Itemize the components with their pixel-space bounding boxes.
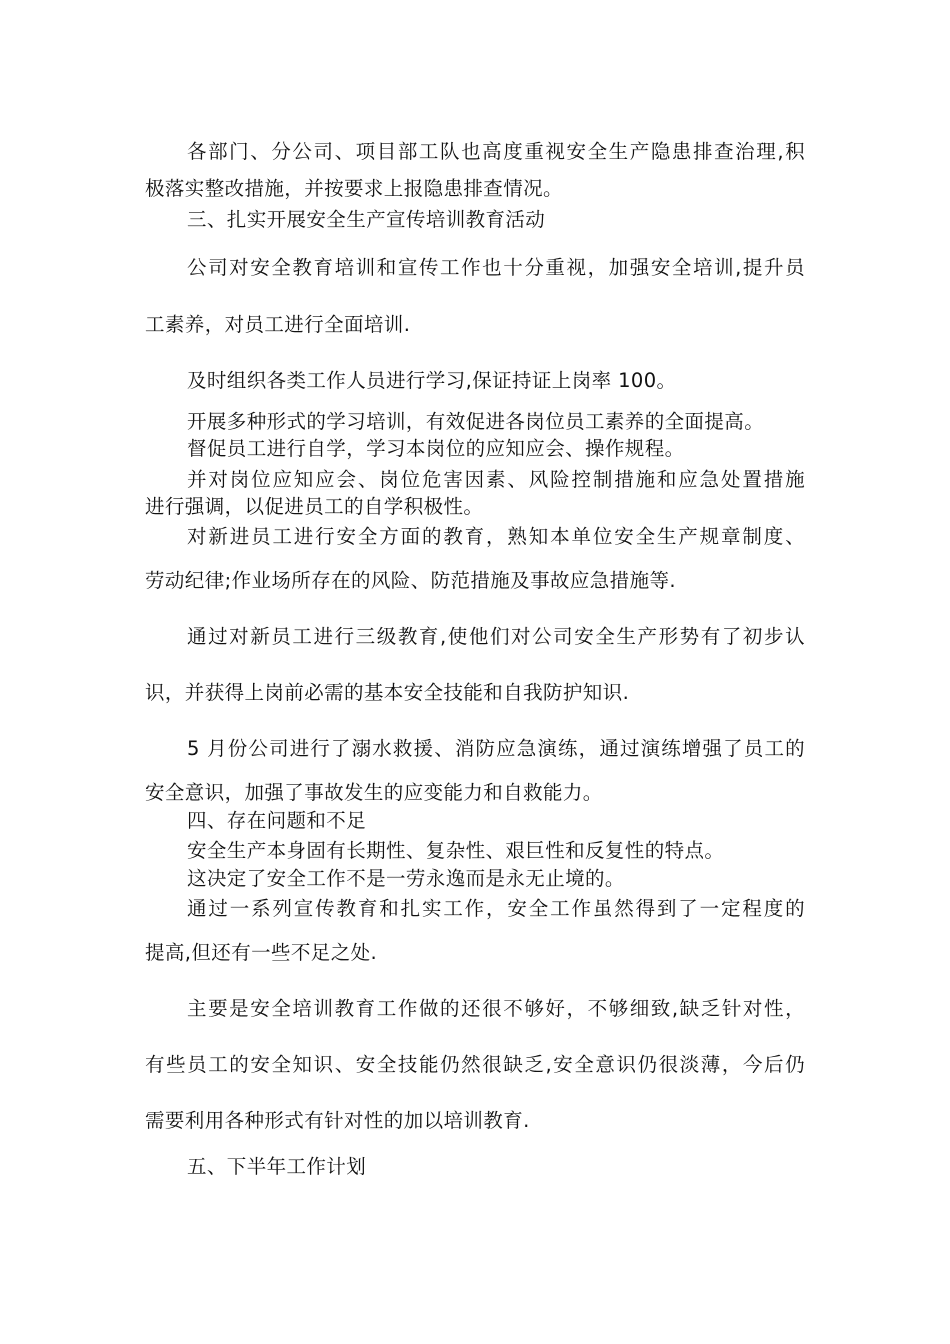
section-heading: 四、存在问题和不足 [187, 809, 367, 832]
text-line: 识，并获得上岗前必需的基本安全技能和自我防护知识. [145, 681, 630, 704]
text-line: 极落实整改措施，并按要求上报隐患排查情况。 [145, 177, 563, 200]
text-line: 这决定了安全工作不是一劳永逸而是永无止境的。 [187, 867, 625, 890]
text-line: 督促员工进行自学，学习本岗位的应知应会、操作规程。 [187, 437, 685, 460]
text-line: 并对岗位应知应会、岗位危害因素、风险控制措施和应急处置措施 [187, 468, 805, 491]
text-line: 进行强调，以促进员工的自学积极性。 [145, 495, 484, 518]
text-line: 提高,但还有一些不足之处. [145, 941, 378, 964]
text-line: 主要是安全培训教育工作做的还很不够好，不够细致,缺乏针对性， [187, 997, 805, 1020]
text-line: 通过一系列宣传教育和扎实工作，安全工作虽然得到了一定程度的 [187, 897, 805, 920]
text-line: 通过对新员工进行三级教育,使他们对公司安全生产形势有了初步认 [187, 625, 805, 648]
text-line: 安全生产本身固有长期性、复杂性、艰巨性和反复性的特点。 [187, 839, 725, 862]
text-line: 及时组织各类工作人员进行学习,保证持证上岗率 100。 [187, 369, 677, 392]
text-line: 开展多种形式的学习培训，有效促进各岗位员工素养的全面提高。 [187, 410, 765, 433]
text-line: 安全意识，加强了事故发生的应变能力和自救能力。 [145, 781, 603, 804]
text-line: 有些员工的安全知识、安全技能仍然很缺乏,安全意识仍很淡薄，今后仍 [145, 1053, 805, 1076]
text-line: 各部门、分公司、项目部工队也高度重视安全生产隐患排查治理,积 [187, 140, 805, 163]
text-line: 对新进员工进行安全方面的教育，熟知本单位安全生产规章制度、 [187, 525, 805, 548]
section-heading: 五、下半年工作计划 [187, 1155, 367, 1178]
text-line: 公司对安全教育培训和宣传工作也十分重视，加强安全培训,提升员 [187, 256, 805, 279]
text-line: 劳动纪律;作业场所存在的风险、防范措施及事故应急措施等. [145, 569, 676, 592]
text-line: 工素养，对员工进行全面培训. [145, 313, 411, 336]
text-line: 5 月份公司进行了溺水救援、消防应急演练，通过演练增强了员工的 [187, 737, 805, 760]
section-heading: 三、扎实开展安全生产宣传培训教育活动 [187, 208, 546, 231]
text-line: 需要利用各种形式有针对性的加以培训教育. [145, 1109, 530, 1132]
